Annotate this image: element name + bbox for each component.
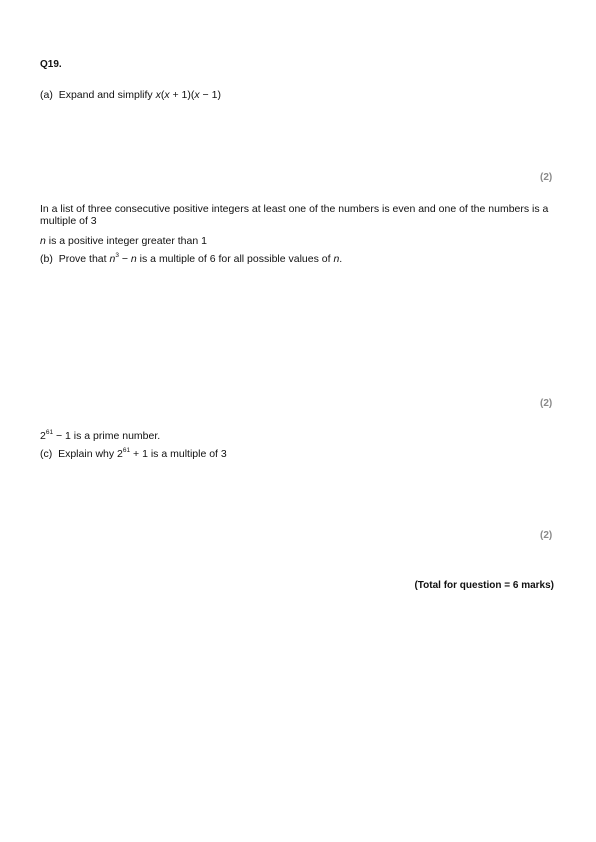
intro-paragraph: In a list of three consecutive positive integers at least one of the numbers is even and one of the numbers is a multiple of 3 <box>40 203 549 227</box>
part-c-label: (c) <box>40 448 53 460</box>
intro-condition: n is a positive integer greater than 1 <box>40 235 207 247</box>
part-c-prompt: (c) Explain why $2^{61} + 1$ is a multiple of 3 <box>40 447 227 460</box>
question-number: Q19. <box>40 59 62 70</box>
part-b-label: (b) <box>40 253 53 265</box>
total-marks: (Total for question = 6 marks) <box>414 580 554 591</box>
part-b-prompt: (b) Prove that $n^3 - n$ is a multiple of 6 for all possible values of n. <box>40 252 343 265</box>
part-b-marks: (2) <box>540 398 553 409</box>
part-a-prompt <box>40 89 221 101</box>
part-a-text: Expand and simplify <box>58 89 153 101</box>
part-a-marks: (2) <box>540 172 553 183</box>
part-a-label: (a) <box>40 89 53 101</box>
part-c-marks: (2) <box>540 530 553 541</box>
prime-statement: $2^{61} - 1$ is a prime number. <box>40 429 161 442</box>
part-a-expression: x(x + 1)(x − 1) <box>155 89 221 101</box>
